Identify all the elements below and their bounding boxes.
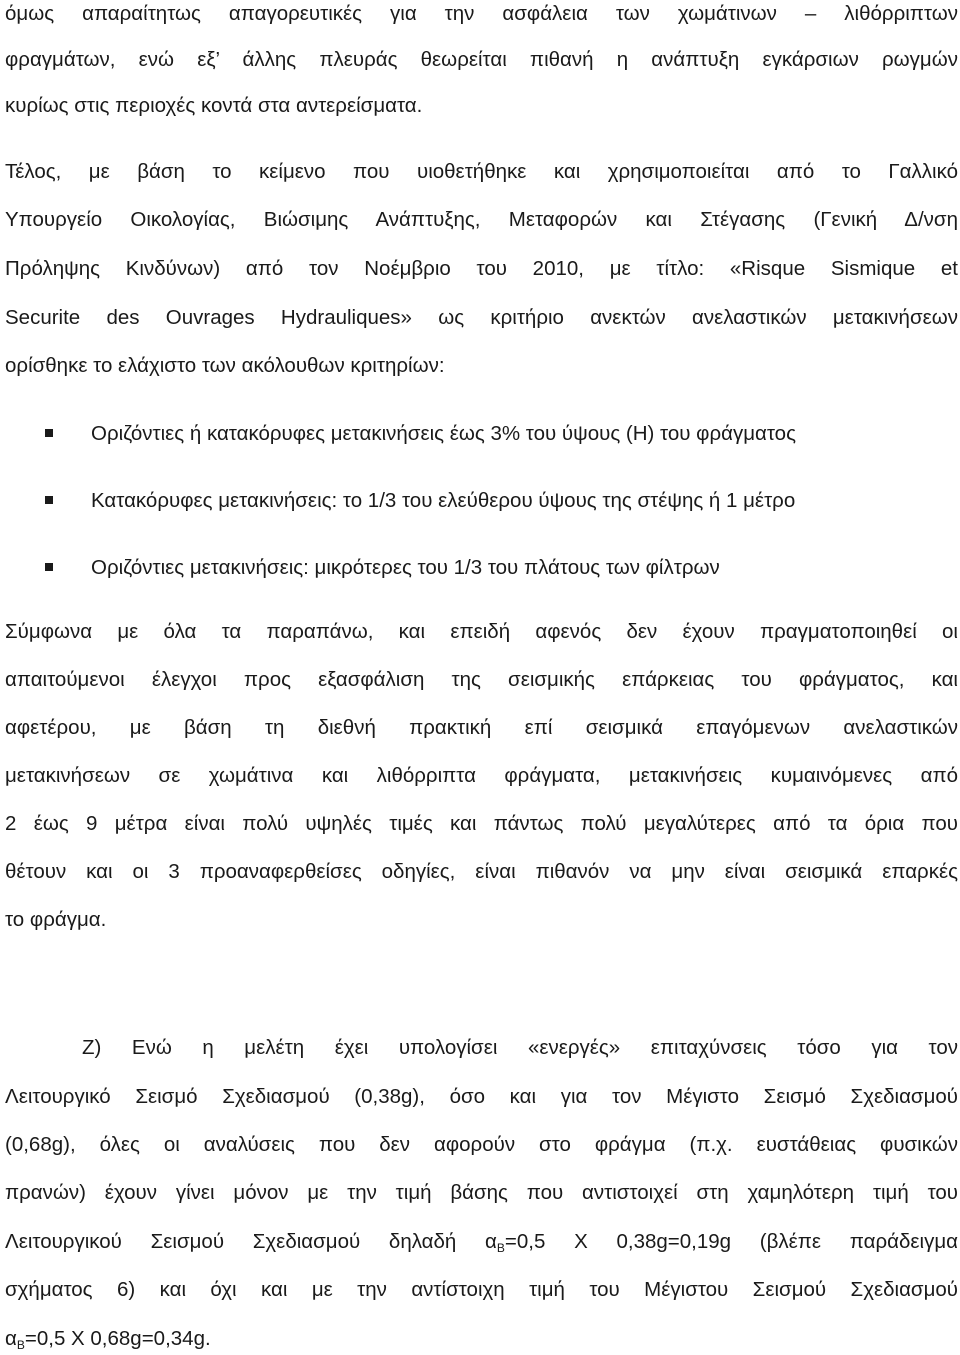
text-line	[5, 1230, 958, 1254]
text-line: φραγμάτων, ενώ εξ’ άλλης πλευράς θεωρείται πιθανή η ανάπτυξη εγκάρσιων ρωγμών	[5, 48, 958, 71]
list-item	[5, 555, 958, 581]
text-line: Λειτουργικό Σεισμό Σχεδιασμού (0,38g), όσο και για τον Μέγιστο Σεισμό Σχεδιασμού	[5, 1085, 958, 1108]
text-segment: =0,5 Χ 0,68g=0,34g.	[24, 1327, 211, 1350]
text-line: αφετέρου, με βάση τη διεθνή πρακτική επί σεισμικά επαγόμενων ανελαστικών	[5, 716, 958, 739]
text-line: ορίσθηκε το ελάχιστο των ακόλουθων κριτηρίων:	[5, 354, 445, 377]
text-line: μετακινήσεων σε χωμάτινα και λιθόρριπτα φράγματα, μετακινήσεις κυμαινόμενες από	[5, 764, 958, 787]
text-segment: Λειτουργικού Σεισμού Σχεδιασμού δηλαδή α	[5, 1230, 497, 1253]
text-line: Ζ) Ενώ η μελέτη έχει υπολογίσει «ενεργές» επιταχύνσεις τόσο για τον	[82, 1036, 958, 1059]
paragraph-criteria-intro	[5, 160, 958, 378]
list-item-text: Κατακόρυφες μετακινήσεις: το 1/3 του ελεύθερου ύψους της στέψης ή 1 μέτρο	[91, 489, 796, 512]
text-line: κυρίως στις περιοχές κοντά στα αντερείσματα.	[5, 94, 423, 117]
text-line: Σύμφωνα με όλα τα παραπάνω, και επειδή αφενός δεν έχουν πραγματοποιηθεί οι	[5, 620, 958, 643]
text-line: Securite des Ouvrages Hydrauliques» ως κριτήριο ανεκτών ανελαστικών μετακινήσεων	[5, 306, 958, 329]
square-bullet-icon	[45, 563, 53, 571]
subscript: Β	[16, 1338, 25, 1352]
text-line: (0,68g), όλες οι αναλύσεις που δεν αφορούν στο φράγμα (π.χ. ευστάθειας φυσικών	[5, 1133, 958, 1156]
text-segment: =0,5 Χ 0,38g=0,19g (βλέπε παράδειγμα	[504, 1230, 958, 1253]
paragraph-conclusion	[5, 620, 958, 932]
text-line: απαιτούμενοι έλεγχοι προς εξασφάλιση της σεισμικής επάρκειας του φράγματος, και	[5, 668, 958, 691]
text-line: 2 έως 9 μέτρα είναι πολύ υψηλές τιμές και πάντως πολύ μεγαλύτερες από τα όρια που	[5, 812, 958, 835]
text-line: σχήματος 6) και όχι και με την αντίστοιχη τιμή του Μέγιστου Σεισμού Σχεδιασμού	[5, 1278, 958, 1301]
text-line: όμως απαραίτητως απαγορευτικές για την ασφάλεια των χωμάτινων – λιθόρριπτων	[5, 2, 958, 25]
paragraph-seismic-analysis	[5, 1036, 958, 1351]
subscript: Β	[496, 1241, 505, 1255]
text-segment: α	[5, 1327, 17, 1350]
square-bullet-icon	[45, 429, 53, 437]
square-bullet-icon	[45, 496, 53, 504]
list-item-text: Οριζόντιες ή κατακόρυφες μετακινήσεις έως 3% του ύψους (Η) του φράγματος	[91, 422, 796, 445]
text-line: Τέλος, με βάση το κείμενο που υιοθετήθηκε και χρησιμοποιείται από το Γαλλικό	[5, 160, 958, 183]
list-item-text: Οριζόντιες μετακινήσεις: μικρότερες του 1/3 του πλάτους των φίλτρων	[91, 556, 720, 579]
list-item	[5, 488, 958, 514]
text-line: Πρόληψης Κινδύνων) από τον Νοέμβριο του 2010, με τίτλο: «Risque Sismique et	[5, 257, 958, 280]
list-item	[5, 421, 958, 447]
paragraph-continuation	[5, 2, 958, 118]
text-line: θέτουν και οι 3 προαναφερθείσες οδηγίες, είναι πιθανόν να μην είναι σεισμικά επαρκές	[5, 860, 958, 883]
text-line: Υπουργείο Οικολογίας, Βιώσιμης Ανάπτυξης, Μεταφορών και Στέγασης (Γενική Δ/νση	[5, 208, 958, 231]
text-line: πρανών) έχουν γίνει μόνον με την τιμή βάσης που αντιστοιχεί στη χαμηλότερη τιμή του	[5, 1181, 958, 1204]
text-line	[5, 1327, 958, 1351]
text-line: το φράγμα.	[5, 908, 107, 931]
